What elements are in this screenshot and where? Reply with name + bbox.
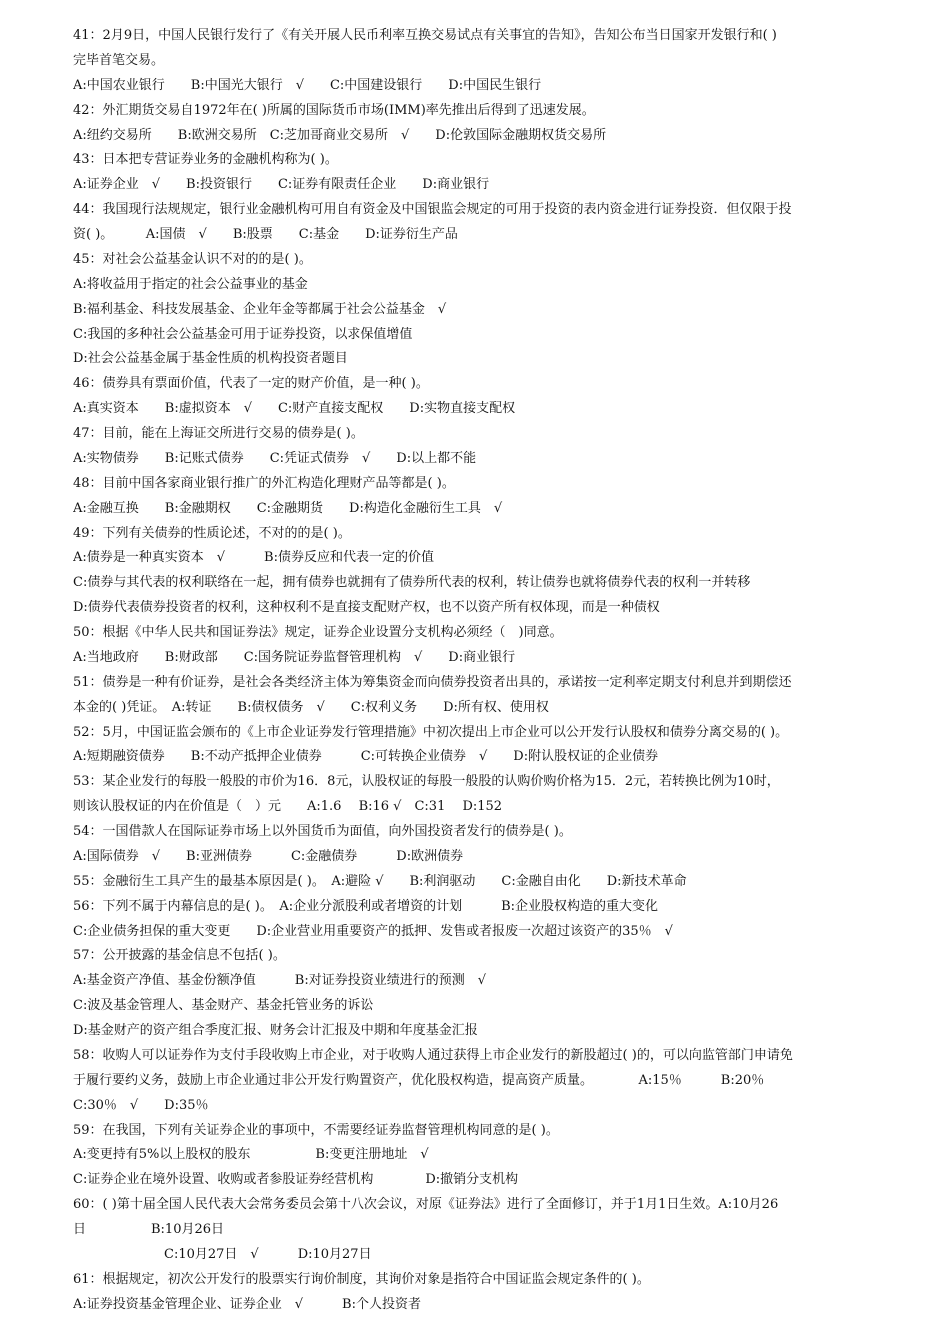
- text-line: 54：一国借款人在国际证券市场上以外国货币为面值，向外国投资者发行的债券是( )。: [73, 824, 572, 839]
- text-line: 53：某企业发行的每股一般股的市价为16．8元，认股权证的每股一般股的认购价购价格为15．2元，若转换比例为10时，: [73, 774, 780, 790]
- text-line: A:纽约交易所 B:欧洲交易所 C:芝加哥商业交易所 √ D:伦敦国际金融期权货交易所: [73, 127, 607, 143]
- text-line: 43：日本把专营证券业务的金融机构称为( )。: [73, 152, 338, 168]
- text-line: C:我国的多种社会公益基金可用于证券投资，以求保值增值: [73, 326, 413, 342]
- text-line: D:基金财产的资产组合季度汇报、财务会计汇报及中期和年度基金汇报: [73, 1023, 478, 1038]
- text-line: A:将收益用于指定的社会公益事业的基金: [73, 276, 308, 292]
- text-line: 日 B:10月26日: [73, 1222, 225, 1237]
- text-line: A:证券投资基金管理企业、证券企业 √ B:个人投资者: [73, 1296, 421, 1312]
- text-line: 45：对社会公益基金认识不对的的是( )。: [73, 251, 312, 267]
- text-line: A:国际债券 √ B:亚洲债券 C:金融债券 D:欧洲债券: [73, 848, 464, 864]
- text-line: 60：( )第十届全国人民代表大会常务委员会第十八次会议，对原《证券法》进行了全面修订，并于1月1日生效。A:10月26: [73, 1197, 779, 1213]
- text-line: 完毕首笔交易。: [73, 52, 165, 68]
- text-line: A:证券企业 √ B:投资银行 C:证券有限责任企业 D:商业银行: [73, 177, 490, 193]
- text-line: A:变更持有5%以上股权的股东 B:变更注册地址 √: [73, 1147, 429, 1163]
- text-line: B:福利基金、科技发展基金、企业年金等都属于社会公益基金 √: [73, 301, 447, 317]
- text-line: A:中国农业银行 B:中国光大银行 √ C:中国建设银行 D:中国民生银行: [73, 77, 542, 93]
- text-line: D:社会公益基金属于基金性质的机构投资者题目: [73, 351, 348, 367]
- text-line: 59：在我国，下列有关证券企业的事项中，不需要经证券监督管理机构同意的是( )。: [73, 1122, 559, 1138]
- text-line: A:债券是一种真实资本 √ B:债券反应和代表一定的价值: [73, 550, 434, 566]
- text-line: A:金融互换 B:金融期权 C:金融期货 D:构造化金融衍生工具 √: [73, 500, 503, 516]
- text-line: C:证券企业在境外设置、收购或者参股证券经营机构 D:撤销分支机构: [73, 1172, 519, 1188]
- text-line: D:债券代表债券投资者的权利，这种权利不是直接支配财产权，也不以资产所有权体现，而是一种债权: [73, 600, 660, 616]
- text-line: 58：收购人可以证券作为支付手段收购上市企业，对于收购人通过获得上市企业发行的新股超过( )的，可以向监管部门申请免: [73, 1047, 793, 1063]
- text-line: 55：金融衍生工具产生的最基本原因是( )。 A:避险 √ B:利润驱动 C:金融自由化 D:新技术革命: [73, 873, 687, 889]
- text-line: A:当地政府 B:财政部 C:国务院证券监督管理机构 √ D:商业银行: [73, 649, 516, 665]
- text-line: 于履行要约义务，鼓励上市企业通过非公开发行购置资产，优化股权构造，提高资产质量。 A:15％ B:20％: [73, 1072, 765, 1088]
- text-line: 42：外汇期货交易自1972年在( )所属的国际货币市场(IMM)率先推出后得到了迅速发展。: [73, 102, 595, 118]
- text-line: A:基金资产净值、基金份额净值 B:对证券投资业绩进行的预测 √: [73, 973, 486, 989]
- text-line: 41：2月9日，中国人民银行发行了《有关开展人民币利率互换交易试点有关事宜的告知》，告知公布当日国家开发银行和( ): [73, 28, 777, 43]
- text-line: C:波及基金管理人、基金财产、基金托管业务的诉讼: [73, 998, 374, 1014]
- text-line: 44：我国现行法规规定，银行业金融机构可用自有资金及中国银监会规定的可用于投资的表内资金进行证券投资．但仅限于投: [73, 202, 792, 218]
- text-line: 资( )。 A:国债 √ B:股票 C:基金 D:证券衍生产品: [73, 227, 458, 242]
- text-line: C:债券与其代表的权利联络在一起，拥有债券也就拥有了债券所代表的权利，转让债券也就将债券代表的权利一并转移: [73, 575, 751, 591]
- text-line: 56：下列不属于内幕信息的是( )。 A:企业分派股利或者增资的计划 B:企业股权构造的重大变化: [73, 898, 659, 914]
- text-line: 52：5月，中国证监会颁布的《上市企业证券发行管理措施》中初次提出上市企业可以公开发行认股权和债券分离交易的( )。: [73, 724, 789, 740]
- text-line: 46：债券具有票面价值，代表了一定的财产价值，是一种( )。: [73, 376, 429, 392]
- text-line: 47：目前，能在上海证交所进行交易的债券是( )。: [73, 426, 364, 441]
- text-line: 61：根据规定，初次公开发行的股票实行询价制度，其询价对象是指符合中国证监会规定条件的( )。: [73, 1271, 650, 1287]
- text-line: 51：债券是一种有价证券，是社会各类经济主体为筹集资金而向债券投资者出具的，承诺按一定利率定期支付利息并到期偿还: [73, 674, 792, 690]
- text-line: 49：下列有关债券的性质论述，不对的的是( )。: [73, 525, 351, 541]
- text-line: A:实物债券 B:记账式债券 C:凭证式债券 √ D:以上都不能: [73, 450, 477, 466]
- text-line: 48：目前中国各家商业银行推广的外汇构造化理财产品等都是( )。: [73, 475, 455, 491]
- text-line: 50：根据《中华人民共和国证券法》规定，证券企业设置分支机构必须经（ )同意。: [73, 625, 563, 640]
- text-line: 本金的( )凭证。 A:转证 B:债权债务 √ C:权利义务 D:所有权、使用权: [73, 699, 549, 715]
- text-line: 则该认股权证的内在价值是（ ）元 A:1.6 B:16 √ C:31 D:152: [73, 799, 503, 815]
- text-line: A:短期融资债券 B:不动产抵押企业债券 C:可转换企业债券 √ D:附认股权证的企业债券: [73, 749, 659, 765]
- text-line: C:10月27日 √ D:10月27日: [73, 1246, 372, 1262]
- text-line: C:企业债务担保的重大变更 D:企业营业用重要资产的抵押、发售或者报废一次超过该资产的35％ √: [73, 923, 673, 939]
- text-line: A:真实资本 B:虚拟资本 √ C:财产直接支配权 D:实物直接支配权: [73, 401, 516, 417]
- text-line: 57：公开披露的基金信息不包括( )。: [73, 948, 286, 964]
- text-line: C:30％ √ D:35％: [73, 1097, 209, 1113]
